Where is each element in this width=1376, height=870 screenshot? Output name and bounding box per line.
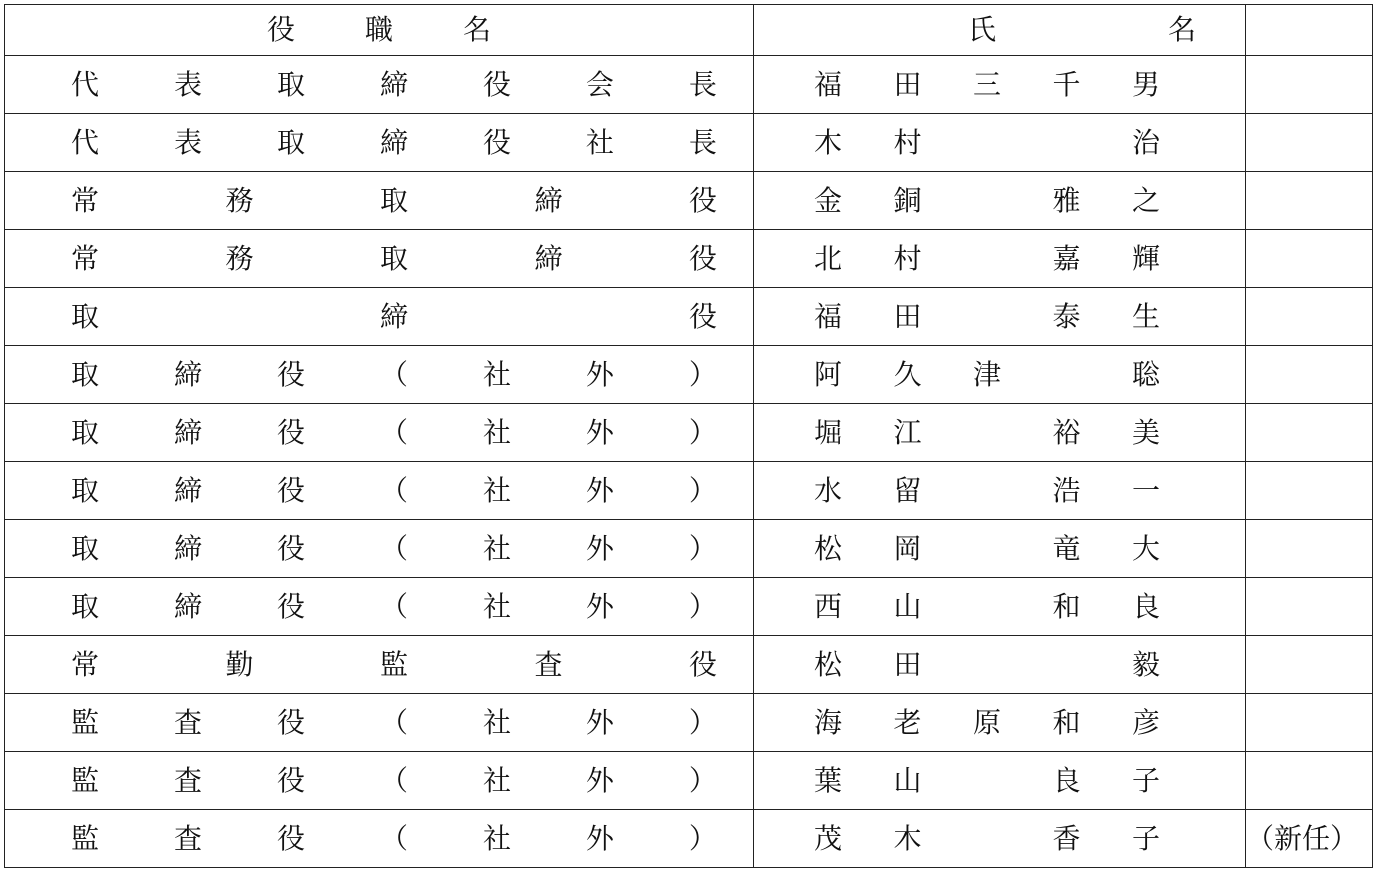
name-char: 村 bbox=[893, 241, 922, 275]
name-text bbox=[754, 404, 1245, 461]
position-char: 取 bbox=[379, 241, 408, 275]
char: 職 bbox=[364, 13, 393, 46]
position-char: 役 bbox=[276, 473, 305, 507]
position-char: 査 bbox=[534, 647, 563, 681]
position-char: 社 bbox=[482, 473, 511, 507]
position-char: 監 bbox=[71, 763, 100, 797]
position-char: 外 bbox=[585, 589, 614, 623]
name-cell bbox=[754, 346, 1246, 404]
position-char: ） bbox=[688, 531, 717, 565]
position-char: （ bbox=[379, 473, 408, 507]
name-cell bbox=[754, 172, 1246, 230]
name-char: 泰 bbox=[1052, 299, 1081, 333]
position-char: 役 bbox=[276, 705, 305, 739]
name-char: 浩 bbox=[1052, 473, 1081, 507]
position-text bbox=[5, 578, 753, 635]
name-char: 田 bbox=[893, 647, 922, 681]
position-text bbox=[5, 520, 753, 577]
name-char: 福 bbox=[814, 67, 843, 101]
name-text bbox=[754, 694, 1245, 751]
position-char: 取 bbox=[379, 183, 408, 217]
name-char: 毅 bbox=[1132, 647, 1161, 681]
name-cell bbox=[754, 752, 1246, 810]
position-text bbox=[5, 694, 753, 751]
name-char: 山 bbox=[893, 763, 922, 797]
name-char: 水 bbox=[814, 473, 843, 507]
position-cell bbox=[5, 114, 754, 172]
position-char: 務 bbox=[225, 241, 254, 275]
name-char: 良 bbox=[1132, 589, 1161, 623]
header-position bbox=[5, 5, 754, 56]
position-char: 常 bbox=[71, 647, 100, 681]
position-char: （ bbox=[379, 357, 408, 391]
position-char: 役 bbox=[688, 299, 717, 333]
position-cell bbox=[5, 172, 754, 230]
name-char: 三 bbox=[973, 67, 1002, 101]
name-cell bbox=[754, 578, 1246, 636]
header-name-text bbox=[754, 5, 1246, 55]
table-row bbox=[5, 636, 1373, 694]
position-char: 役 bbox=[688, 183, 717, 217]
name-char: 嘉 bbox=[1052, 241, 1081, 275]
position-char: 締 bbox=[173, 357, 202, 391]
position-cell bbox=[5, 810, 754, 868]
position-char: 役 bbox=[688, 647, 717, 681]
note-cell bbox=[1246, 230, 1373, 288]
note-cell bbox=[1246, 520, 1373, 578]
position-cell bbox=[5, 346, 754, 404]
header-name bbox=[754, 5, 1246, 56]
position-char: 締 bbox=[173, 589, 202, 623]
name-text bbox=[754, 462, 1245, 519]
name-char: 子 bbox=[1132, 821, 1161, 855]
position-cell bbox=[5, 578, 754, 636]
position-char: 役 bbox=[276, 763, 305, 797]
note-cell bbox=[1246, 404, 1373, 462]
position-text bbox=[5, 56, 753, 113]
position-char: 取 bbox=[71, 415, 100, 449]
name-char: 田 bbox=[893, 299, 922, 333]
position-cell bbox=[5, 230, 754, 288]
position-char: （ bbox=[379, 705, 408, 739]
position-char: ） bbox=[688, 763, 717, 797]
note-cell bbox=[1246, 288, 1373, 346]
name-char: 良 bbox=[1052, 763, 1081, 797]
position-text bbox=[5, 288, 753, 345]
table-row bbox=[5, 752, 1373, 810]
name-cell bbox=[754, 404, 1246, 462]
name-char: 男 bbox=[1132, 67, 1161, 101]
name-text bbox=[754, 114, 1245, 171]
name-char: 津 bbox=[973, 357, 1002, 391]
table-row bbox=[5, 520, 1373, 578]
header-position-text bbox=[5, 5, 753, 55]
position-cell bbox=[5, 694, 754, 752]
position-char: 査 bbox=[173, 821, 202, 855]
position-cell bbox=[5, 520, 754, 578]
table-row bbox=[5, 346, 1373, 404]
position-cell bbox=[5, 56, 754, 114]
name-char: 和 bbox=[1052, 705, 1081, 739]
name-char: 彦 bbox=[1132, 705, 1161, 739]
position-char: 役 bbox=[482, 67, 511, 101]
position-char: 社 bbox=[482, 357, 511, 391]
position-char: 役 bbox=[688, 241, 717, 275]
char: 氏 bbox=[968, 13, 997, 46]
position-char: 締 bbox=[379, 67, 408, 101]
position-char: 社 bbox=[482, 821, 511, 855]
position-char: 取 bbox=[71, 299, 100, 333]
name-char: 竜 bbox=[1052, 531, 1081, 565]
position-char: 社 bbox=[482, 705, 511, 739]
table-row bbox=[5, 114, 1373, 172]
name-text bbox=[754, 636, 1245, 693]
table-row bbox=[5, 694, 1373, 752]
name-char: 西 bbox=[814, 589, 843, 623]
position-text bbox=[5, 636, 753, 693]
position-char: ） bbox=[688, 589, 717, 623]
name-char: 海 bbox=[814, 705, 843, 739]
table-row bbox=[5, 810, 1373, 868]
position-char: （ bbox=[379, 821, 408, 855]
note-cell bbox=[1246, 752, 1373, 810]
officers-table bbox=[4, 4, 1373, 868]
position-char: 締 bbox=[379, 125, 408, 159]
name-cell bbox=[754, 462, 1246, 520]
name-char: 金 bbox=[814, 183, 843, 217]
name-char: 木 bbox=[814, 125, 843, 159]
position-cell bbox=[5, 636, 754, 694]
name-char: 銅 bbox=[893, 183, 922, 217]
name-char: 葉 bbox=[814, 763, 843, 797]
position-cell bbox=[5, 404, 754, 462]
name-char: 美 bbox=[1132, 415, 1161, 449]
position-text bbox=[5, 172, 753, 229]
position-char: （ bbox=[379, 763, 408, 797]
char: 役 bbox=[267, 13, 296, 46]
position-char: 長 bbox=[688, 67, 717, 101]
name-char: 久 bbox=[893, 357, 922, 391]
name-cell bbox=[754, 636, 1246, 694]
name-char: 治 bbox=[1132, 125, 1161, 159]
name-char: 岡 bbox=[893, 531, 922, 565]
position-char: 取 bbox=[71, 531, 100, 565]
position-cell bbox=[5, 462, 754, 520]
position-char: 勤 bbox=[225, 647, 254, 681]
position-char: 取 bbox=[276, 125, 305, 159]
name-char: 原 bbox=[973, 705, 1002, 739]
position-char: 締 bbox=[379, 299, 408, 333]
position-char: 外 bbox=[585, 473, 614, 507]
position-char: 締 bbox=[173, 415, 202, 449]
char: 名 bbox=[1167, 13, 1196, 46]
name-char: 茂 bbox=[814, 821, 843, 855]
position-char: ） bbox=[688, 821, 717, 855]
name-char: 和 bbox=[1052, 589, 1081, 623]
position-char: ） bbox=[688, 473, 717, 507]
position-char: 監 bbox=[379, 647, 408, 681]
name-cell bbox=[754, 520, 1246, 578]
position-char: 締 bbox=[534, 241, 563, 275]
position-char: ） bbox=[688, 415, 717, 449]
position-char: 常 bbox=[71, 241, 100, 275]
name-char: 聡 bbox=[1132, 357, 1161, 391]
position-char: 社 bbox=[482, 589, 511, 623]
name-char: 子 bbox=[1132, 763, 1161, 797]
name-char: 裕 bbox=[1052, 415, 1081, 449]
name-char: 北 bbox=[814, 241, 843, 275]
position-char: 社 bbox=[482, 763, 511, 797]
name-char: 大 bbox=[1132, 531, 1161, 565]
position-char: 取 bbox=[71, 473, 100, 507]
name-cell bbox=[754, 694, 1246, 752]
officers-table-body bbox=[5, 5, 1373, 868]
position-char: 締 bbox=[534, 183, 563, 217]
char: 名 bbox=[462, 13, 491, 46]
position-char: 常 bbox=[71, 183, 100, 217]
name-char: 留 bbox=[893, 473, 922, 507]
position-char: 会 bbox=[585, 67, 614, 101]
table-row bbox=[5, 404, 1373, 462]
position-char: 代 bbox=[71, 67, 100, 101]
name-text bbox=[754, 56, 1245, 113]
position-text bbox=[5, 230, 753, 287]
position-char: 社 bbox=[585, 125, 614, 159]
note-cell: （新任） bbox=[1246, 810, 1373, 868]
table-row bbox=[5, 230, 1373, 288]
note-cell bbox=[1246, 578, 1373, 636]
position-char: 長 bbox=[688, 125, 717, 159]
table-row bbox=[5, 578, 1373, 636]
table-row bbox=[5, 288, 1373, 346]
name-text bbox=[754, 810, 1245, 867]
table-row bbox=[5, 462, 1373, 520]
name-char: 之 bbox=[1132, 183, 1161, 217]
note-cell bbox=[1246, 462, 1373, 520]
position-text bbox=[5, 462, 753, 519]
name-text bbox=[754, 172, 1245, 229]
position-text bbox=[5, 346, 753, 403]
name-cell bbox=[754, 810, 1246, 868]
position-char: 表 bbox=[173, 67, 202, 101]
name-char: 香 bbox=[1052, 821, 1081, 855]
name-char: 雅 bbox=[1052, 183, 1081, 217]
header-note bbox=[1246, 5, 1373, 56]
position-char: 査 bbox=[173, 705, 202, 739]
position-char: 表 bbox=[173, 125, 202, 159]
note-cell bbox=[1246, 114, 1373, 172]
name-text bbox=[754, 752, 1245, 809]
table-row bbox=[5, 172, 1373, 230]
position-char: 役 bbox=[276, 357, 305, 391]
header-row bbox=[5, 5, 1373, 56]
position-char: 社 bbox=[482, 415, 511, 449]
name-char: 松 bbox=[814, 531, 843, 565]
position-char: 役 bbox=[276, 589, 305, 623]
position-text bbox=[5, 752, 753, 809]
note-cell bbox=[1246, 56, 1373, 114]
name-text bbox=[754, 346, 1245, 403]
position-char: 監 bbox=[71, 705, 100, 739]
position-char: （ bbox=[379, 531, 408, 565]
note-cell bbox=[1246, 694, 1373, 752]
name-char: 福 bbox=[814, 299, 843, 333]
name-char: 松 bbox=[814, 647, 843, 681]
position-char: 外 bbox=[585, 705, 614, 739]
position-text bbox=[5, 404, 753, 461]
name-char: 輝 bbox=[1132, 241, 1161, 275]
position-char: 取 bbox=[71, 589, 100, 623]
name-char: 阿 bbox=[814, 357, 843, 391]
position-char: 監 bbox=[71, 821, 100, 855]
position-text bbox=[5, 810, 753, 867]
position-cell bbox=[5, 288, 754, 346]
position-char: 外 bbox=[585, 821, 614, 855]
name-char: 堀 bbox=[814, 415, 843, 449]
position-char: 社 bbox=[482, 531, 511, 565]
position-char: ） bbox=[688, 705, 717, 739]
name-cell bbox=[754, 230, 1246, 288]
position-cell bbox=[5, 752, 754, 810]
name-char: 生 bbox=[1132, 299, 1161, 333]
position-char: 外 bbox=[585, 763, 614, 797]
name-text bbox=[754, 520, 1245, 577]
name-char: 田 bbox=[893, 67, 922, 101]
position-char: 外 bbox=[585, 531, 614, 565]
position-char: 役 bbox=[276, 531, 305, 565]
position-char: （ bbox=[379, 415, 408, 449]
name-cell bbox=[754, 288, 1246, 346]
name-text bbox=[754, 578, 1245, 635]
position-char: 務 bbox=[225, 183, 254, 217]
note-cell bbox=[1246, 172, 1373, 230]
note-cell bbox=[1246, 636, 1373, 694]
position-char: 締 bbox=[173, 531, 202, 565]
note-cell bbox=[1246, 346, 1373, 404]
name-char: 一 bbox=[1132, 473, 1161, 507]
position-char: 取 bbox=[71, 357, 100, 391]
name-text bbox=[754, 288, 1245, 345]
name-cell bbox=[754, 114, 1246, 172]
position-char: 締 bbox=[173, 473, 202, 507]
position-char: ） bbox=[688, 357, 717, 391]
position-char: 役 bbox=[482, 125, 511, 159]
name-char: 木 bbox=[893, 821, 922, 855]
table-row bbox=[5, 56, 1373, 114]
name-cell bbox=[754, 56, 1246, 114]
name-text bbox=[754, 230, 1245, 287]
name-char: 千 bbox=[1052, 67, 1081, 101]
position-char: 査 bbox=[173, 763, 202, 797]
name-char: 山 bbox=[893, 589, 922, 623]
position-char: （ bbox=[379, 589, 408, 623]
position-char: 外 bbox=[585, 415, 614, 449]
position-text bbox=[5, 114, 753, 171]
position-char: 代 bbox=[71, 125, 100, 159]
position-char: 役 bbox=[276, 821, 305, 855]
name-char: 村 bbox=[893, 125, 922, 159]
position-char: 取 bbox=[276, 67, 305, 101]
name-char: 江 bbox=[893, 415, 922, 449]
position-char: 役 bbox=[276, 415, 305, 449]
name-char: 老 bbox=[893, 705, 922, 739]
position-char: 外 bbox=[585, 357, 614, 391]
